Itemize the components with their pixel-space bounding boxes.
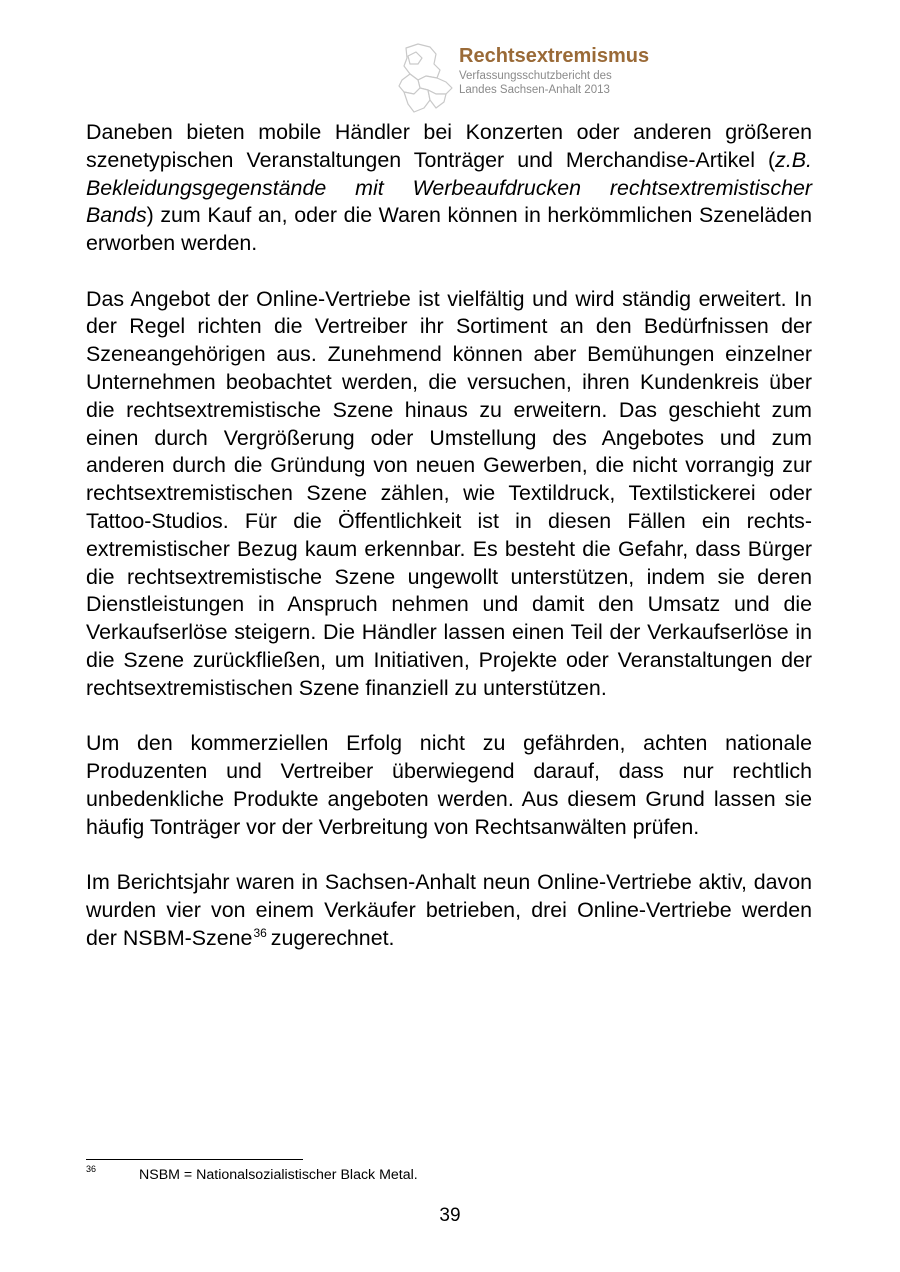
footnote-text: NSBM = Nationalsozialistischer Black Metal. [139,1167,418,1183]
footnote-reference[interactable]: 36 [253,925,267,940]
paragraph-2: Das Angebot der Online-Vertriebe ist vielfältig und wird ständig erweitert. In der Regel richten die Vertreiber ihr Sortiment an den Bedürfnissen der Szeneangehörigen aus. Zunehmend können aber Bemühungen einzelner Unternehmen beobachtet werden, die versuchen, ihren Kundenkreis über die rechtsextremistische Szene hinaus zu erweitern. Das geschieht zum einen durch Vergrößerung oder Umstellung des Angebotes und zum anderen durch die Gründung von neuen Gewerben, die nicht vorrangig zur rechtsextremistischen Szene zählen, wie Textildruck, Textilstickerei oder Tattoo-Studios. Für die Öffentlichkeit ist in diesen Fällen ein rechtsextremistischer Bezug kaum erkennbar. Es besteht die Gefahr, dass Bürger die rechtsextremistische Szene ungewollt unterstützen, indem sie deren Dienstleistungen in Anspruch nehmen und damit den Umsatz und die Verkaufserlöse steigern. Die Händler lassen einen Teil der Verkaufserlöse in die Szene zurückfließen, um Initiativen, Projekte oder Veranstaltungen der rechtsextremistischen Szene finanziell zu unterstützen. [86,286,812,700]
page-header [396,42,716,114]
paragraph-1 [86,119,812,258]
main-content [86,119,812,980]
paragraph-4-text-a: Im Berichtsjahr waren in Sachsen-Anhalt neun Online-Vertriebe aktiv, davon wurden vier von einem Verkäufer betrieben, drei Online-Vertriebe werden der NSBM-Szene [86,869,812,950]
header-title: Rechtsextremismus [459,45,650,67]
paragraph-4-text-b: zugerechnet. [270,925,395,950]
paragraph-1-text-b: ) zum Kauf an, oder die Waren können in herkömmlichen Szeneläden erworben werden. [86,203,812,256]
header-subtitle-line2: Landes Sachsen-Anhalt 2013 [459,84,610,96]
paragraph-1-italic: z.B. Bekleidungsgegenstände mit Werbeaufdrucken rechtsextremistischer Bands [86,147,812,228]
page-number: 39 [439,1205,461,1226]
footnote-divider [86,1159,303,1160]
paragraph-3: Um den kommerziellen Erfolg nicht zu gefährden, achten nationale Produzenten und Vertreiber überwiegend darauf, dass nur rechtlich unbedenkliche Produkte angeboten werden. Aus diesem Grund lassen sie häufig Tonträger vor der Verbreitung von Rechtsanwälten prüfen. [86,731,812,839]
footnote-number: 36 [86,1164,97,1174]
paragraph-4 [86,869,812,952]
header-subtitle [459,69,612,97]
header-subtitle-line1: Verfassungsschutzbericht des [459,70,612,82]
sachsen-anhalt-map-icon [396,42,458,114]
paragraph-1-text-a: Daneben bieten mobile Händler bei Konzerten oder anderen größeren szenetypischen Veranstaltungen Tonträger und Merchandise-Artikel ( [86,120,812,172]
